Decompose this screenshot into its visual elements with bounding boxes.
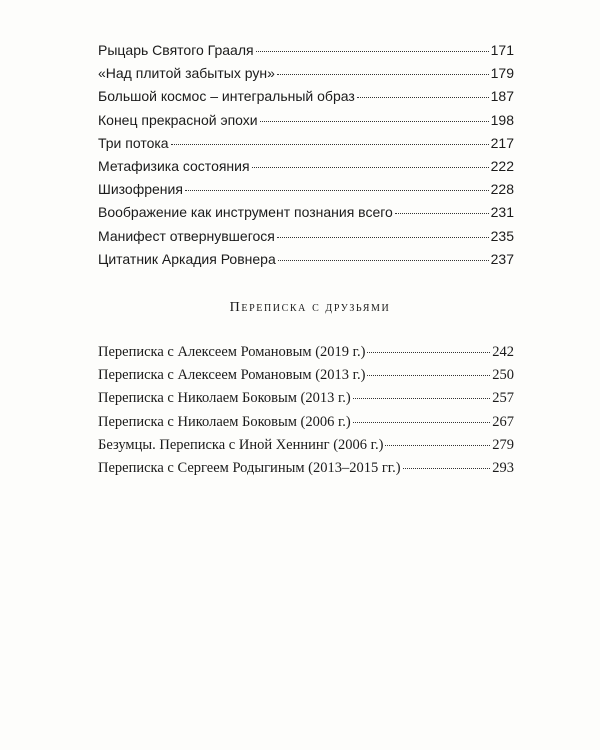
toc-entry[interactable]	[98, 86, 514, 109]
toc-entry-page: 198	[490, 111, 514, 128]
toc-entry[interactable]	[98, 63, 514, 86]
toc-list-correspondence	[98, 342, 514, 481]
toc-entry-title: Цитатник Аркадия Ровнера	[98, 250, 276, 267]
toc-entry-page: 250	[492, 367, 514, 384]
dot-leader	[185, 190, 489, 191]
toc-entry-page: 257	[492, 390, 514, 407]
dot-leader	[260, 121, 489, 122]
toc-entry-page: 267	[492, 413, 514, 430]
toc-list-essays	[98, 40, 514, 272]
toc-entry[interactable]	[98, 249, 514, 272]
toc-entry-title: Воображение как инструмент познания всего	[98, 204, 393, 221]
toc-entry[interactable]	[98, 388, 514, 411]
dot-leader	[277, 237, 489, 238]
toc-entry-title: Безумцы. Переписка с Иной Хеннинг (2006 г.)	[98, 436, 384, 453]
dot-leader	[171, 144, 489, 145]
dot-leader	[385, 445, 490, 446]
dot-leader	[367, 375, 490, 376]
toc-entry-page: 187	[490, 88, 514, 105]
toc-entry-page: 231	[490, 204, 514, 221]
toc-entry[interactable]	[98, 226, 514, 249]
toc-entry-title: Конец прекрасной эпохи	[98, 111, 258, 128]
toc-entry-title: Переписка с Алексеем Романовым (2019 г.)	[98, 344, 366, 360]
toc-entry-title: Манифест отвернувшегося	[98, 227, 275, 244]
toc-entry[interactable]	[98, 110, 514, 133]
toc-entry[interactable]	[98, 179, 514, 202]
dot-leader	[357, 97, 489, 98]
toc-entry[interactable]	[98, 156, 514, 179]
dot-leader	[256, 51, 489, 52]
toc-entry-title: Переписка с Николаем Боковым (2006 г.)	[98, 413, 351, 430]
dot-leader	[278, 260, 489, 261]
toc-entry-title: Метафизика состояния	[98, 157, 250, 174]
toc-entry-page: 179	[490, 65, 514, 82]
toc-entry-title: Рыцарь Святого Грааля	[98, 42, 254, 58]
toc-entry-title: Большой космос – интегральный образ	[98, 88, 355, 105]
dot-leader	[395, 213, 489, 214]
dot-leader	[252, 167, 489, 168]
dot-leader	[277, 74, 489, 75]
toc-entry-title: Переписка с Сергеем Родыгиным (2013–2015 гг.)	[98, 459, 401, 476]
toc-entry[interactable]	[98, 412, 514, 435]
toc-entry[interactable]	[98, 435, 514, 458]
toc-entry-title: Переписка с Алексеем Романовым (2013 г.)	[98, 367, 366, 384]
toc-entry-page: 171	[490, 42, 514, 58]
dot-leader	[353, 422, 491, 423]
toc-entry-title: Шизофрения	[98, 181, 183, 198]
toc-entry[interactable]	[98, 40, 514, 63]
toc-entry-title: Три потока	[98, 134, 169, 151]
dot-leader	[353, 398, 491, 399]
toc-entry[interactable]	[98, 458, 514, 481]
toc-entry-title: «Над плитой забытых рун»	[98, 65, 275, 82]
toc-entry-page: 293	[492, 459, 514, 476]
toc-entry-page: 242	[492, 344, 514, 360]
toc-entry-page: 228	[490, 181, 514, 198]
toc-entry-page: 237	[490, 250, 514, 267]
toc-entry-page: 217	[490, 134, 514, 151]
dot-leader	[367, 352, 490, 353]
toc-entry[interactable]	[98, 365, 514, 388]
toc-entry[interactable]	[98, 133, 514, 156]
toc-entry-page: 279	[492, 436, 514, 453]
toc-entry[interactable]	[98, 202, 514, 225]
toc-entry[interactable]	[98, 342, 514, 365]
toc-entry-title: Переписка с Николаем Боковым (2013 г.)	[98, 390, 351, 407]
toc-entry-page: 222	[490, 157, 514, 174]
dot-leader	[403, 468, 491, 469]
section-heading: Переписка с друзьями	[229, 300, 391, 315]
toc-entry-page: 235	[490, 227, 514, 244]
